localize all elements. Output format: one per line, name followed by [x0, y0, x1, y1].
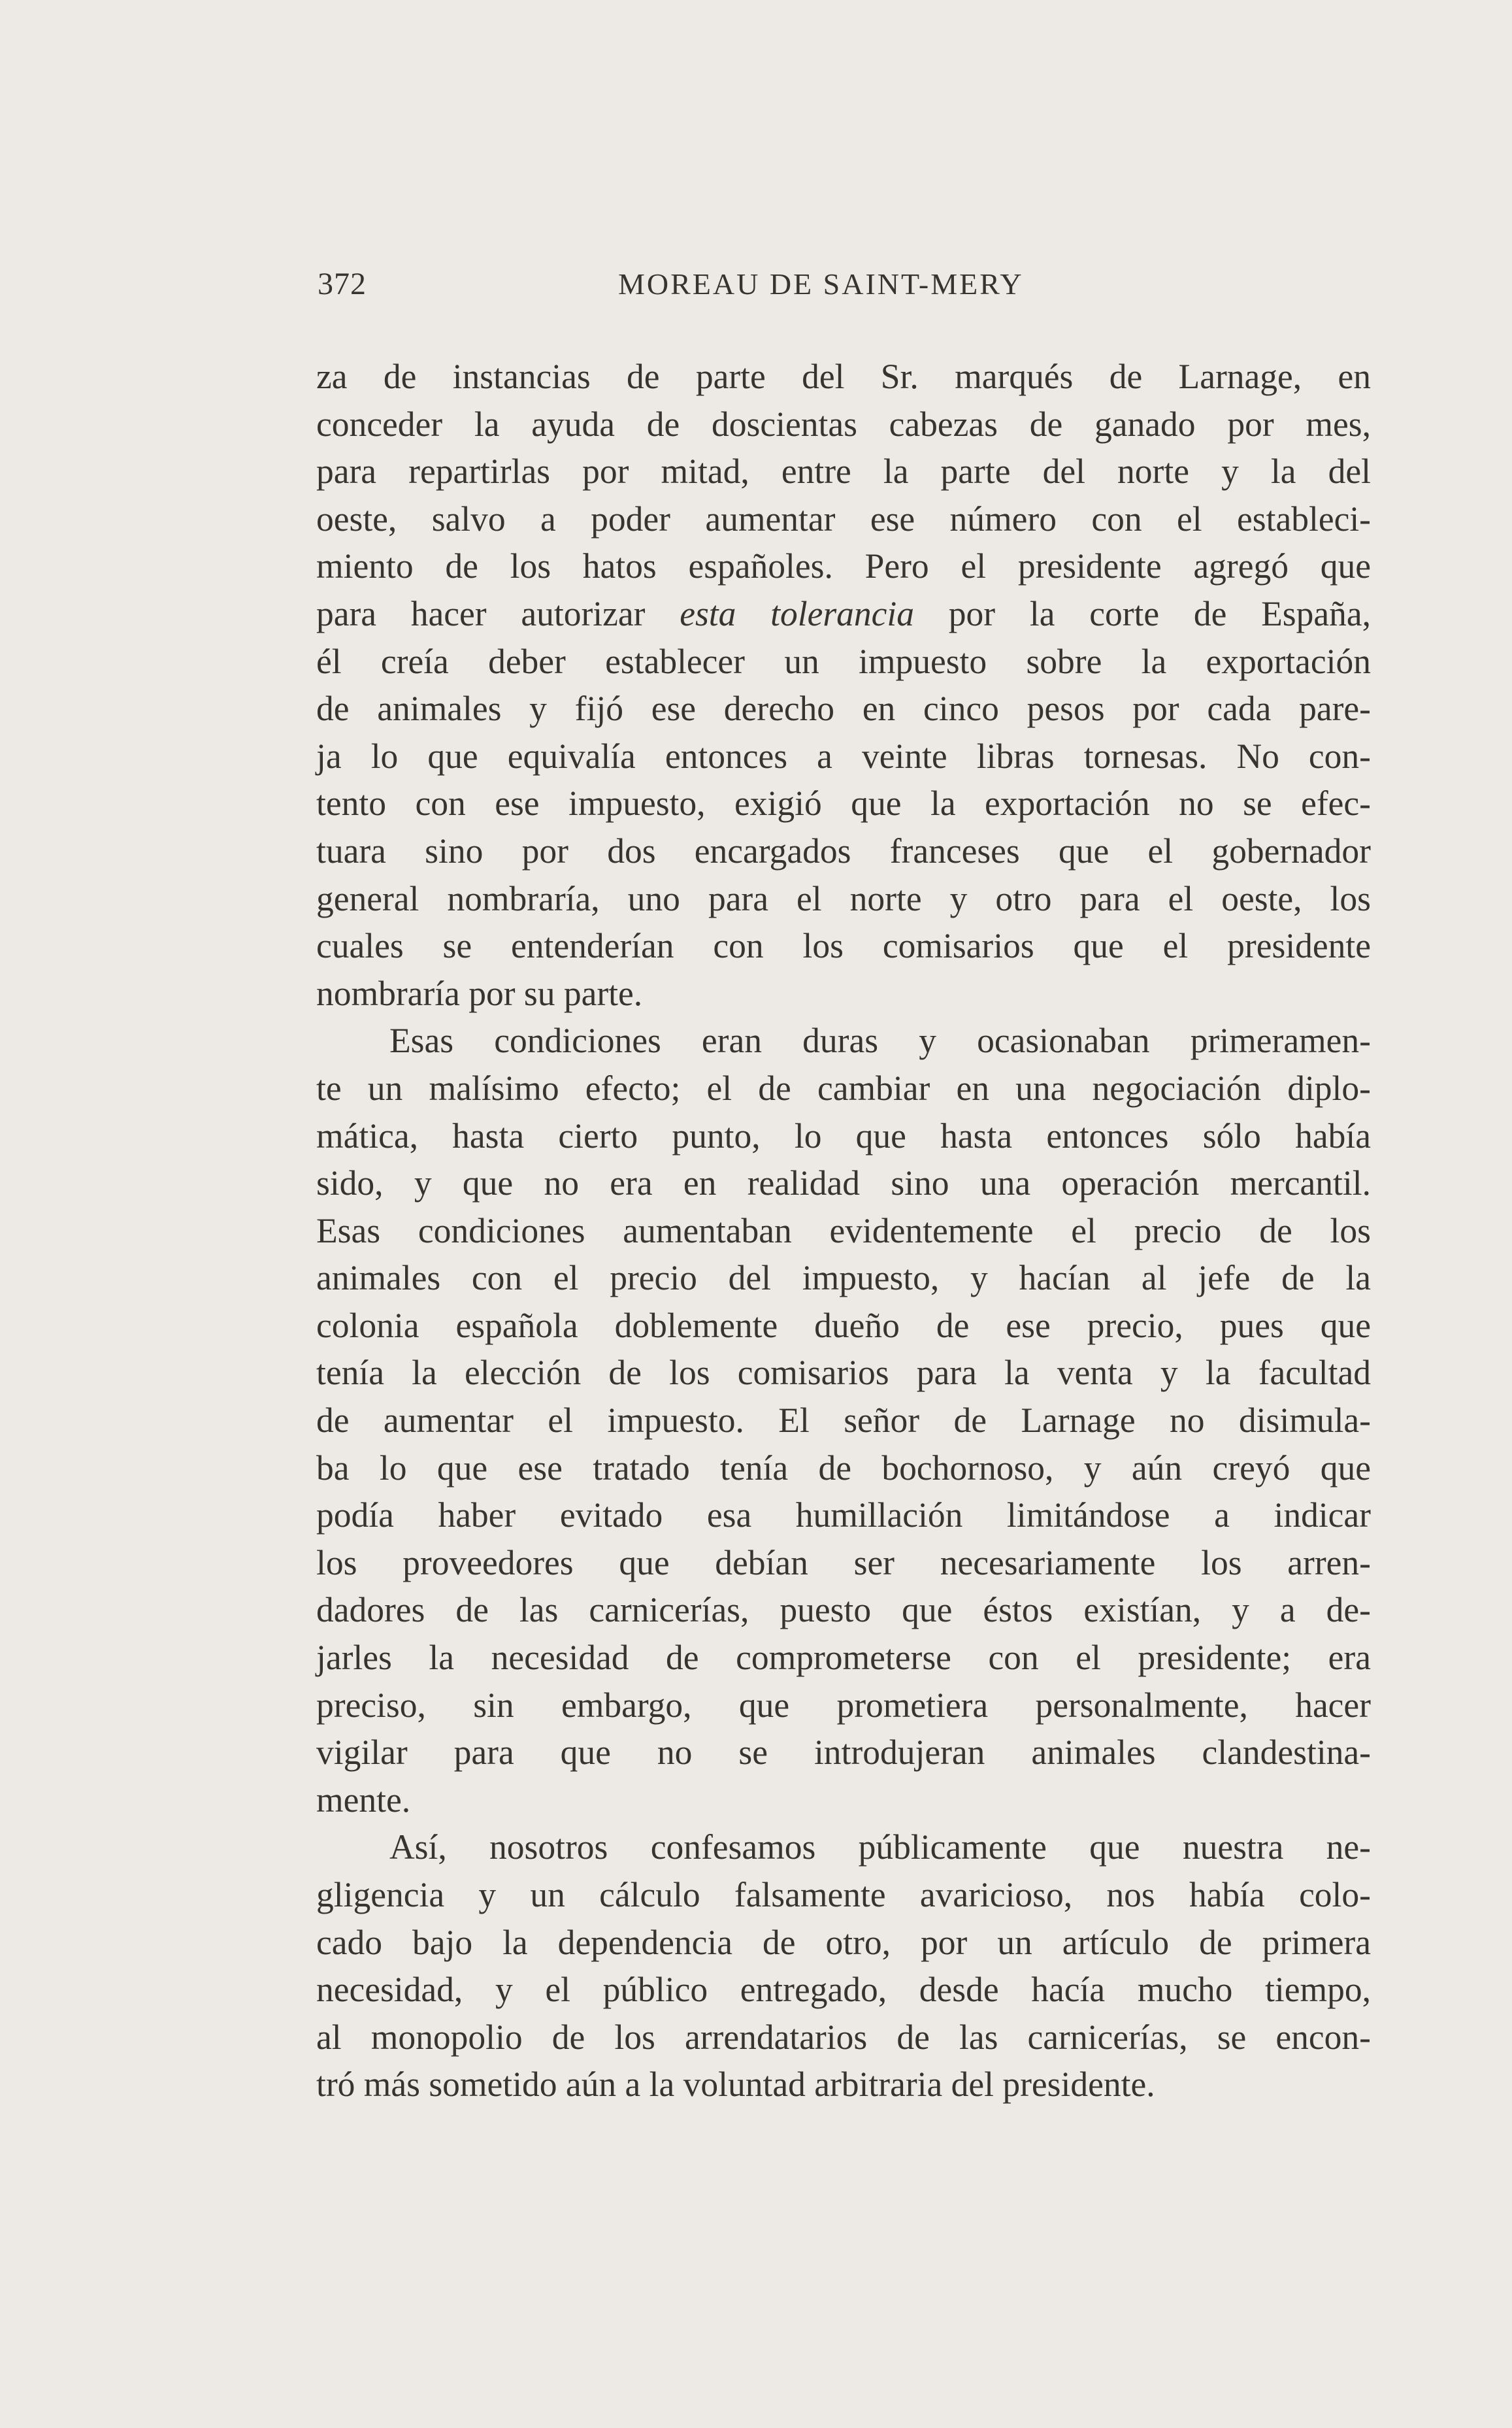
body-text [316, 353, 1371, 2108]
text-line: general nombraría, uno para el norte y otro para el oeste, los [316, 878, 1371, 918]
text-line: mática, hasta cierto punto, lo que hasta entonces sólo había [316, 1116, 1371, 1156]
text-line: te un malísimo efecto; el de cambiar en una negociación diplo- [316, 1068, 1371, 1108]
text-line: gligencia y un cálculo falsamente avaricioso, nos había colo- [316, 1875, 1371, 1914]
text-segment: para hacer autorizar [316, 593, 680, 633]
text-line: de animales y fijó ese derecho en cinco pesos por cada pare- [316, 689, 1371, 729]
text-line: los proveedores que debían ser necesariamente los arren- [316, 1542, 1371, 1582]
running-head: MOREAU DE SAINT-MERY [618, 267, 1024, 301]
text-line: Esas condiciones eran duras y ocasionaban primeramen- [389, 1021, 1371, 1061]
text-line: cuales se entenderían con los comisarios que el presidente [316, 926, 1371, 966]
text-line: colonia española doblemente dueño de ese precio, pues que [316, 1305, 1371, 1345]
text-line: vigilar para que no se introdujeran animales clandestina- [316, 1733, 1371, 1772]
text-line: podía haber evitado esa humillación limitándose a indicar [316, 1495, 1371, 1535]
text-line: ba lo que ese tratado tenía de bochornoso, y aún creyó que [316, 1448, 1371, 1488]
text-line: dadores de las carnicerías, puesto que éstos existían, y a de- [316, 1590, 1371, 1630]
italic-phrase: esta tolerancia [680, 593, 915, 633]
text-line: tenía la elección de los comisarios para la venta y la facultad [316, 1353, 1371, 1393]
page-number: 372 [318, 267, 367, 301]
text-line [316, 590, 1371, 638]
text-line: tuara sino por dos encargados franceses que el gobernador [316, 831, 1371, 871]
text-line: sido, y que no era en realidad sino una operación mercantil. [316, 1163, 1371, 1203]
text-line: Esas condiciones aumentaban evidentemente el precio de los [316, 1210, 1371, 1250]
text-line: Así, nosotros confesamos públicamente que nuestra ne- [389, 1827, 1371, 1867]
text-line: para repartirlas por mitad, entre la parte del norte y la del [316, 452, 1371, 491]
text-line: tento con ese impuesto, exigió que la exportación no se efec- [316, 784, 1371, 823]
text-line: conceder la ayuda de doscientas cabezas de ganado por mes, [316, 404, 1371, 444]
text-line: preciso, sin embargo, que prometiera personalmente, hacer [316, 1685, 1371, 1725]
text-line: jarles la necesidad de comprometerse con el presidente; era [316, 1638, 1371, 1678]
text-line: za de instancias de parte del Sr. marqués de Larnage, en [316, 357, 1371, 396]
text-line: cado bajo la dependencia de otro, por un artículo de primera [316, 1922, 1371, 1962]
text-line: nombraría por su parte. [316, 973, 643, 1013]
text-segment: por la corte de España, [914, 593, 1371, 633]
text-line: al monopolio de los arrendatarios de las carnicerías, se encon- [316, 2017, 1371, 2057]
page-header [318, 258, 1371, 310]
text-line: animales con el precio del impuesto, y hacían al jefe de la [316, 1258, 1371, 1298]
text-line: necesidad, y el público entregado, desde hacía mucho tiempo, [316, 1970, 1371, 2010]
text-line: tró más sometido aún a la voluntad arbitraria del presidente. [316, 2065, 1155, 2104]
text-line: mente. [316, 1780, 411, 1820]
text-line: miento de los hatos españoles. Pero el presidente agregó que [316, 546, 1371, 586]
text-line: de aumentar el impuesto. El señor de Larnage no disimula- [316, 1401, 1371, 1440]
text-line: él creía deber establecer un impuesto sobre la exportación [316, 641, 1371, 681]
text-line: ja lo que equivalía entonces a veinte libras tornesas. No con- [316, 736, 1371, 776]
text-line: oeste, salvo a poder aumentar ese número con el estableci- [316, 499, 1371, 539]
